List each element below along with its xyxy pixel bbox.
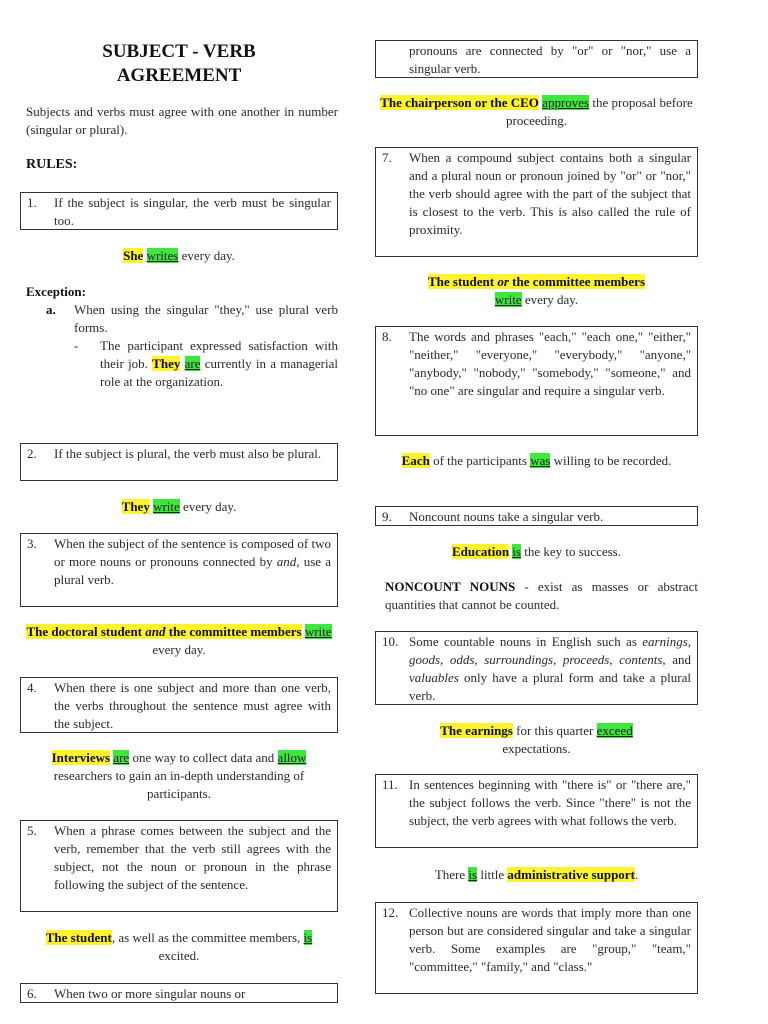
rule-8-box	[375, 326, 698, 436]
dash-bullet: -	[74, 338, 79, 353]
exception-label: a.	[46, 302, 56, 317]
rule-12-box	[375, 902, 698, 994]
rule-number: 8.	[382, 329, 392, 344]
rule-text: In sentences beginning with "there is" or "there are," the subject follows the verb. Since "there" is not the subject, the verb agrees with what follows the verb.	[409, 777, 691, 828]
title-line-1: SUBJECT - VERB	[102, 41, 256, 62]
rule-number: 4.	[27, 680, 37, 695]
exception-subject: They	[152, 356, 181, 371]
rule-text-mid: and	[665, 652, 691, 667]
example-conjunction: or	[497, 274, 509, 289]
rule-2-box	[20, 443, 338, 481]
example-verb: is	[468, 867, 478, 882]
rule-text: Collective nouns are words that imply more than one person but are considered singular and take a singular verb. Some examples are "group," "team," "committee," "family," and "class."	[409, 905, 691, 974]
example-rest: every day.	[179, 499, 237, 514]
rule-4-box	[20, 677, 338, 733]
example-middle: one way to collect data and	[129, 750, 278, 765]
rule-number: 6.	[27, 986, 37, 1001]
example-4	[40, 749, 318, 803]
exception-text: When using the singular "they," use plural verb forms.	[74, 302, 338, 335]
example-verb: write	[304, 624, 332, 639]
example-rest: excited.	[158, 948, 200, 963]
example-subject: The student	[45, 930, 112, 945]
example-rest: the key to success.	[520, 544, 621, 559]
example-rest: the proposal before proceeding.	[505, 95, 693, 128]
example-subject: Each	[401, 453, 430, 468]
example-3	[20, 623, 338, 659]
rule-7-box	[375, 147, 698, 257]
noncount-text: - exist as masses or abstract quantities that cannot be counted.	[385, 579, 698, 612]
rule-text: If the subject is singular, the verb must be singular too.	[54, 195, 331, 228]
rule-number: 2.	[27, 446, 37, 461]
rule-6-continued-box	[375, 40, 698, 78]
example-rest: every day.	[152, 642, 206, 657]
exception-heading: Exception:	[26, 284, 86, 299]
example-verb: write	[153, 499, 180, 514]
example-verb: is	[303, 930, 313, 945]
example-rest: .	[634, 867, 639, 882]
rule-10-box	[375, 631, 698, 705]
title-line-2: AGREEMENT	[116, 65, 242, 86]
intro-paragraph: Subjects and verbs must agree with one another in number (singular or plural).	[26, 104, 338, 137]
example-subject: The earnings	[440, 723, 513, 738]
example-rest: every day.	[521, 292, 579, 307]
rule-text: When the subject of the sentence is composed of two or more nouns or pronouns connected by	[54, 536, 331, 569]
rule-9-box	[375, 506, 698, 526]
exception-list	[20, 301, 338, 391]
rule-number: 1.	[27, 195, 37, 210]
exception-example-post: currently in a managerial role at the organization.	[100, 356, 338, 389]
exception-example	[20, 337, 338, 391]
example-2	[20, 498, 338, 516]
example-verb: approves	[542, 95, 590, 110]
rule-text-emphasis: and	[276, 554, 297, 569]
example-1	[20, 247, 338, 265]
rule-1-box	[20, 192, 338, 230]
exception-item-a	[20, 301, 338, 337]
rule-text: When there is one subject and more than one verb, the verbs throughout the sentence must agree with the subject.	[54, 680, 331, 731]
rule-text-end: , use a plural verb.	[54, 554, 331, 587]
example-subject-2: the committee members	[508, 274, 645, 289]
example-7	[415, 273, 658, 309]
example-conjunction: and	[145, 624, 166, 639]
example-verb: is	[512, 544, 521, 559]
rule-text: If the subject is plural, the verb must also be plural.	[54, 446, 322, 461]
example-rest: willing to be recorded.	[550, 453, 672, 468]
example-middle: little	[477, 867, 508, 882]
example-subject: The chairperson or the CEO	[380, 95, 539, 110]
rule-text: When a compound subject contains both a singular and a plural noun or pronoun joined by "or" or "nor," the verb should agree with the part of the subject that is closest to the verb. This is also called the rule of proximity.	[409, 150, 691, 237]
rule-text-end: only have a plural form and take a plural verb.	[409, 670, 691, 703]
rule-text: When a phrase comes between the subject and the verb, remember that the verb still agrees with the subject, not the noun or pronoun in the phrase following the subject of the sentence.	[54, 823, 331, 892]
rule-5-box	[20, 820, 338, 912]
rules-heading: RULES:	[26, 157, 78, 172]
example-9	[375, 543, 698, 561]
example-6	[375, 94, 698, 130]
exception-verb: are	[184, 356, 201, 371]
example-subject: They	[121, 499, 150, 514]
example-verb: write	[494, 292, 522, 307]
example-subject: Interviews	[51, 750, 111, 765]
rule-number: 11.	[382, 777, 398, 792]
example-verb: are	[113, 750, 130, 765]
rule-text: When two or more singular nouns or	[54, 986, 246, 1001]
rule-number: 9.	[382, 509, 392, 524]
rule-number: 7.	[382, 150, 392, 165]
example-pre: There	[434, 867, 469, 882]
exception-example-pre: The participant expressed satisfaction with their job.	[100, 338, 338, 371]
rule-text-emphasis: earnings, goods, odds, surroundings, proceeds, contents,	[409, 634, 691, 667]
rule-text: Some countable nouns in English such as	[409, 634, 643, 649]
rule-text-emphasis-2: valuables	[409, 670, 459, 685]
example-rest: researchers to gain an in-depth understanding of participants.	[53, 768, 305, 801]
rule-number: 10.	[382, 634, 399, 649]
example-8	[385, 452, 688, 470]
example-5	[45, 929, 313, 965]
page-title	[20, 40, 338, 88]
rule-number: 5.	[27, 823, 37, 838]
rule-number: 3.	[27, 536, 37, 551]
rule-3-box	[20, 533, 338, 607]
example-middle: for this quarter	[512, 723, 597, 738]
noncount-term: NONCOUNT NOUNS	[385, 579, 516, 594]
example-11	[375, 866, 698, 884]
example-subject-2: the committee members	[165, 624, 302, 639]
example-verb: exceed	[596, 723, 633, 738]
rule-number: 12.	[382, 905, 399, 920]
rule-text: The words and phrases "each," "each one," "either," "neither," "everyone," "everybody," "anyone," "anybody," "nobody," "somebody," "someone," and "no one" are singular and require a singular verb.	[409, 329, 691, 398]
example-verb-2: allow	[277, 750, 307, 765]
example-subject: Education	[451, 544, 510, 559]
example-10	[430, 722, 643, 758]
example-middle: of the participants	[429, 453, 531, 468]
example-verb: writes	[146, 248, 179, 263]
example-subject: administrative support	[507, 867, 635, 882]
rule-6-box	[20, 983, 338, 1003]
noncount-definition	[385, 578, 698, 614]
example-verb: was	[530, 453, 551, 468]
rule-text: Noncount nouns take a singular verb.	[409, 509, 604, 524]
rule-11-box	[375, 774, 698, 848]
example-rest: expectations.	[502, 741, 571, 756]
rule-text: pronouns are connected by "or" or "nor," use a singular verb.	[409, 43, 691, 76]
example-subject-1: The doctoral student	[26, 624, 146, 639]
example-subject: She	[123, 248, 144, 263]
example-rest: every day.	[178, 248, 235, 263]
example-middle: , as well as the committee members,	[111, 930, 304, 945]
example-subject-1: The student	[428, 274, 498, 289]
